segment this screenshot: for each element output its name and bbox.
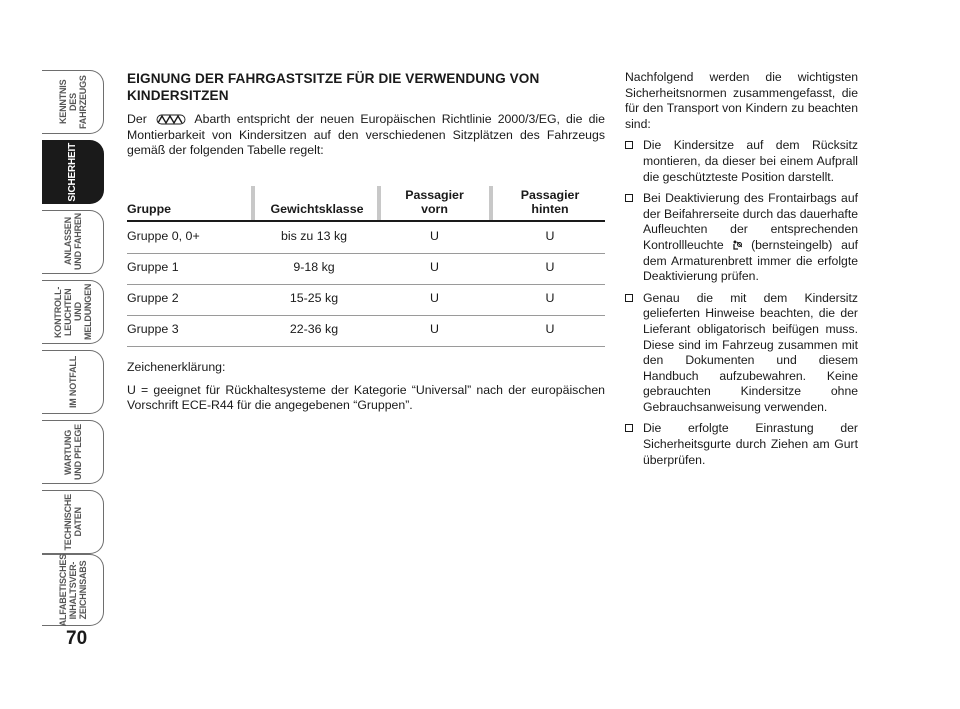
cell-vorn: U [430, 291, 439, 305]
tab-im-notfall[interactable] [42, 350, 104, 414]
header-gruppe: Gruppe [127, 202, 172, 216]
table-row [127, 315, 605, 347]
cell-hinten: U [545, 291, 555, 305]
table-header [127, 186, 605, 218]
checkbox-bullet-icon [625, 194, 633, 202]
table-row [127, 253, 605, 285]
cell-hinten: U [545, 260, 555, 274]
tab-wartung-und-pflege[interactable] [42, 420, 104, 484]
legend-title: Zeichenerklärung: [127, 360, 226, 374]
list-item-text: Die Kindersitze auf dem Rücksitz montieren, da dieser bei einem Aufprall die geschützteste Position darstellt. [643, 138, 858, 184]
page-number: 70 [66, 628, 88, 649]
cell-vorn: U [430, 229, 439, 243]
list-item-text-start: Bei Deaktivierung des Frontairbags auf der Beifahrerseite durch das dauerhafte Aufleuchten der entsprechenden Kontrollleuchte [643, 191, 858, 252]
header-passagier-hinten: Passagier hinten [520, 188, 580, 216]
cell-gewicht: 9-18 kg [293, 260, 335, 274]
cell-gruppe: Gruppe 0, 0+ [127, 229, 200, 243]
cell-hinten: U [545, 229, 555, 243]
tab-label: KENNTNIS DES FAHRZEUGS [57, 75, 88, 129]
airbag-off-icon [732, 240, 742, 251]
left-column [127, 70, 605, 412]
tab-anlassen-und-fahren[interactable] [42, 210, 104, 274]
column-separator [377, 186, 381, 220]
right-column [625, 70, 858, 474]
cell-gewicht: 15-25 kg [289, 291, 339, 305]
list-item [625, 291, 858, 416]
tab-kontrollleuchten-und-meldungen[interactable] [42, 280, 104, 344]
tab-technische-daten[interactable] [42, 490, 104, 554]
fiat-logo-icon [156, 114, 186, 125]
header-passagier-vorn: Passagier vorn [405, 188, 464, 216]
intro-text-start: Der [127, 112, 147, 126]
legend [127, 360, 605, 421]
tab-label: KONTROLL- LEUCHTEN UND MELDUNGEN [52, 283, 93, 341]
legend-text: U = geeignet für Rückhaltesysteme der Kategorie “Universal” nach der europäischen Vorschrift ECE-R44 für die angegebenen “Gruppen”. [127, 382, 605, 412]
checkbox-bullet-icon [625, 424, 633, 432]
cell-gruppe: Gruppe 3 [127, 322, 179, 336]
cell-gewicht: bis zu 13 kg [280, 229, 348, 243]
cell-vorn: U [430, 322, 439, 336]
tab-label: IM NOTFALL [67, 356, 78, 408]
table-row [127, 284, 605, 316]
section-title: EIGNUNG DER FAHRGASTSITZE FÜR DIE VERWENDUNG VON KINDERSITZEN [127, 71, 540, 103]
tab-label: TECHNISCHE DATEN [62, 493, 83, 551]
list-item [625, 138, 858, 185]
tab-label: SICHERHEIT [66, 142, 78, 202]
checkbox-bullet-icon [625, 141, 633, 149]
cell-hinten: U [545, 322, 555, 336]
list-item [625, 191, 858, 285]
tab-label: WARTUNG UND PFLEGE [62, 423, 83, 480]
safety-intro: Nachfolgend werden die wichtigsten Sicherheitsnormen zusammengefasst, die für den Transport von Kindern zu beachten sind: [625, 70, 858, 131]
column-separator [251, 186, 255, 220]
cell-gruppe: Gruppe 2 [127, 291, 179, 305]
cell-gewicht: 22-36 kg [289, 322, 339, 336]
tab-kenntnis-des-fahrzeugs[interactable] [42, 70, 104, 134]
list-item-text-end: (bernsteingelb) auf dem Armaturenbrett immer die erfolgte Deaktivierung prüfen. [643, 237, 859, 284]
checkbox-bullet-icon [625, 294, 633, 302]
header-gewichtsklasse: Gewichtsklasse [270, 202, 364, 216]
tab-sicherheit[interactable] [42, 140, 104, 204]
list-item-text: Die erfolgte Einrastung der Sicherheitsgurte durch Ziehen am Gurt überprüfen. [643, 421, 858, 467]
tab-inhaltsverzeichnis[interactable] [42, 554, 104, 626]
cell-vorn: U [430, 260, 439, 274]
intro-text-end: Abarth entspricht der neuen Europäischen Richtlinie 2000/3/EG, die die Montierbarkeit von Kindersitzen auf den verschiedenen Sitzplätzen des Fahrzeugs gemäß der folgenden Tabelle regelt: [127, 112, 605, 157]
table-row [127, 222, 605, 254]
tab-label: ANLASSEN UND FAHREN [62, 213, 83, 271]
cell-gruppe: Gruppe 1 [127, 260, 179, 274]
list-item-text: Genau die mit dem Kindersitz gelieferten Hinweise beachten, die der Lieferant obligatorisch beifügen muss. Diese sind im Fahrzeug zusammen mit den Dokumenten und diesem Handbuch aufzubewahren. Keine gebrauchten Kindersitze ohne Gebrauchsanweisung verwenden. [643, 290, 858, 414]
child-seat-table [127, 186, 605, 336]
column-separator [489, 186, 493, 220]
list-item [625, 421, 858, 468]
tab-label: ALFABETISCHES INHALTSVER- ZEICHNISABS [57, 553, 88, 627]
intro-paragraph [127, 112, 605, 159]
